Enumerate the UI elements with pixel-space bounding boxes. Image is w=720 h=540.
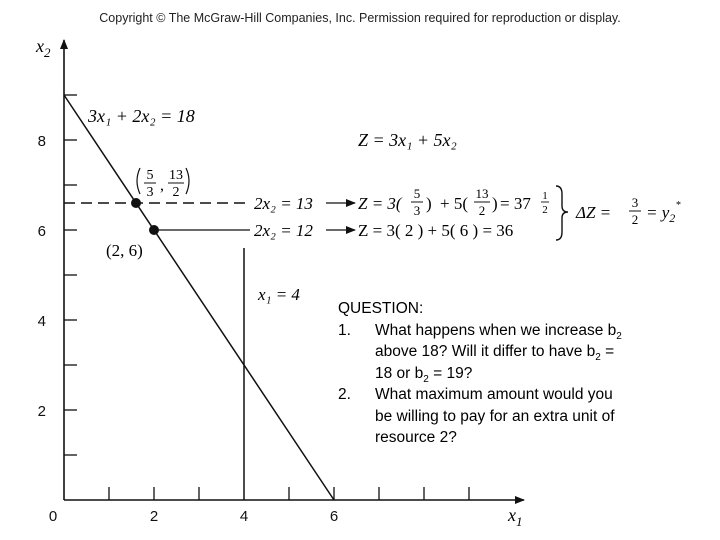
constraint-label: 3x₁ + 2x₂ = 18 — [88, 106, 195, 126]
svg-text:2: 2 — [542, 204, 548, 216]
svg-text:= 37: = 37 — [500, 194, 531, 213]
x-tick-label-4: 4 — [239, 508, 249, 525]
svg-text:+ 5(: + 5( — [440, 194, 468, 213]
svg-text:5: 5 — [146, 168, 154, 183]
svg-text:2: 2 — [478, 203, 486, 218]
question-block — [338, 298, 698, 449]
svg-text:*: * — [676, 200, 681, 211]
y-tick-label-8: 8 — [37, 133, 46, 150]
question-2-line-1: 2. What maximum amount would you — [338, 384, 698, 406]
z-13-expression — [358, 186, 549, 218]
svg-text:3: 3 — [146, 185, 154, 200]
question-1-line-2: above 18? Will it differ to have $b_2$ = — [375, 343, 615, 364]
svg-text:1: 1 — [542, 190, 548, 202]
objective-label: Z = 3x₁ + 5x₂ — [358, 130, 457, 150]
svg-text:2: 2 — [172, 185, 180, 200]
question-2-line-3: resource 2? — [375, 429, 457, 446]
svg-text:13: 13 — [169, 168, 183, 183]
point-2-6 — [149, 225, 159, 235]
x-ticks — [109, 487, 469, 500]
line-13-label: 2x₂ = 13 — [254, 194, 313, 213]
question-1-line-3: 18 or $b_2 = 19$? — [375, 364, 473, 385]
z-12-expression: Z = 3( 2 ) + 5( 6 ) = 36 — [358, 221, 514, 240]
svg-text:ΔZ =: ΔZ = — [576, 203, 612, 222]
y-tick-label-6: 6 — [37, 223, 46, 240]
svg-text:): ) — [492, 194, 498, 213]
question-1-number: 1. — [338, 321, 351, 339]
question-2-number: 2. — [338, 386, 351, 403]
y-axis-label: $x_2$ — [36, 36, 51, 60]
svg-text:,: , — [160, 177, 164, 194]
svg-text:3: 3 — [413, 203, 421, 218]
svg-text:2: 2 — [631, 212, 639, 227]
svg-text:3: 3 — [631, 195, 639, 210]
svg-text:Z = 3(: Z = 3( — [358, 194, 402, 213]
question-title: QUESTION: — [338, 300, 424, 317]
x1-equals-4-label: x₁ = 4 — [258, 285, 300, 304]
y-ticks — [64, 95, 77, 455]
svg-text:= y2: = $y_2$ — [646, 203, 676, 225]
line-12-label: 2x₂ = 12 — [254, 221, 313, 240]
delta-z-expression — [575, 195, 681, 227]
y-tick-label-4: 4 — [37, 313, 46, 330]
x-tick-label-0: 0 — [48, 508, 58, 525]
question-2-line-2: be willing to pay for an extra unit of — [375, 407, 615, 425]
point-a-label: (2, 6) — [106, 241, 143, 260]
x-axis-label: $x_1$ — [508, 505, 523, 529]
point-5-3-13-2 — [131, 198, 141, 208]
svg-text:): ) — [426, 194, 432, 213]
question-1-line-1: 1. What happens when we increase $b_2$ — [338, 321, 622, 342]
svg-text:5: 5 — [413, 186, 421, 201]
svg-text:13: 13 — [475, 186, 489, 201]
copyright-notice: Copyright © The McGraw-Hill Companies, Inc. Permission required for reproduction or display. — [99, 11, 621, 25]
x-tick-label-2: 2 — [149, 508, 159, 525]
y-tick-label-2: 2 — [37, 403, 46, 420]
brace — [556, 186, 568, 240]
point-b-label — [137, 168, 189, 200]
x-tick-label-6: 6 — [329, 508, 339, 525]
